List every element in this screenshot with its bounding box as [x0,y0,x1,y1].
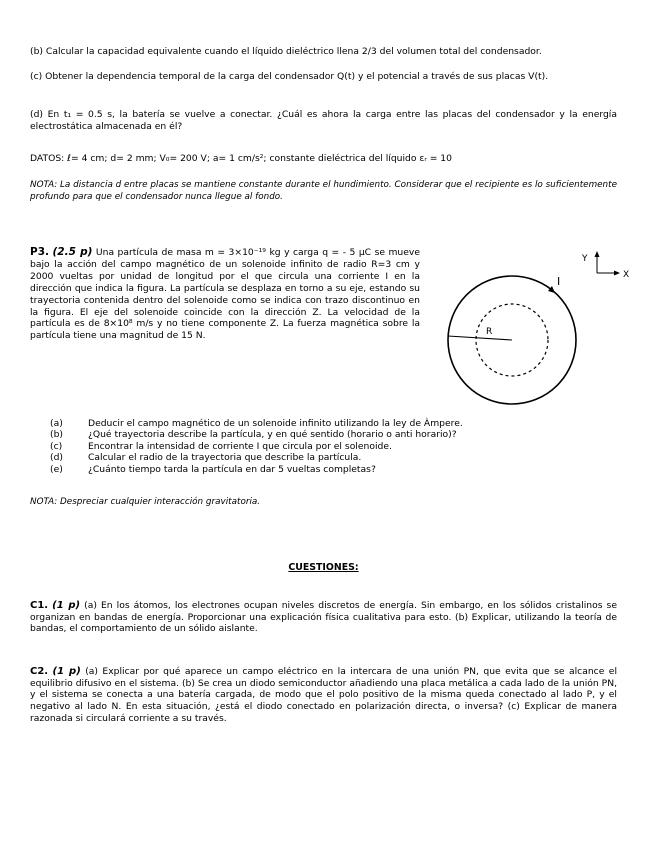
problem-3-points: (2.5 p) [52,246,93,258]
radius-line [448,336,512,340]
c2-points: (1 p) [52,666,81,677]
solenoid-figure [440,245,630,405]
question-c2 [30,666,617,725]
radius-label: R [486,327,493,337]
problem-3-statement [30,247,420,342]
current-label: I [557,275,561,288]
c2-text: (a) Explicar por qué aparece un campo eléctrico en la intercara de una unión PN, que evita que se alcance el equilibrio difusivo en el sistema. (b) Se crea un diodo semiconductor añadiendo una placa metálica a cada lado de la unión PN, y el sistema se conecta a una batería cargada, de modo que el polo positivo de la misma queda conectado al lado P, y el negativo al lado N. En esta situación, ¿está el diodo conectado en polarización directa, o inversa? (c) Explicar de manera razonada si circulará corriente a su través. [30,666,617,724]
question-c1 [30,600,617,635]
question-list [50,418,610,475]
part-b-text: (b) Calcular la capacidad equivalente cuando el líquido dieléctrico llena 2/3 del volumen total del condensador. [30,46,542,57]
c1-label: C1. [30,600,49,611]
c2-label: C2. [30,666,49,677]
c1-points: (1 p) [52,600,81,611]
section-heading: CUESTIONES: [288,562,359,573]
datos-line: DATOS: ℓ= 4 cm; d= 2 mm; V₀= 200 V; a= 1 cm/s²; constante dieléctrica del líquido εᵣ = 10 [30,153,453,164]
list-item: (d) Calcular el radio de la trayectoria que describe la partícula. [50,452,362,464]
c1-text: (a) En los átomos, los electrones ocupan niveles discretos de energía. Sin embargo, en los sólidos cristalinos se organizan en bandas de energía. Proporcionar una explicación física cualitativa para esto. (b) Explicar, utilizando la teoría de bandas, el comportamiento de un sólido aislante. [30,600,617,635]
note-hundimiento: NOTA: La distancia d entre placas se mantiene constante durante el hundimiento. Considerar que el recipiente es lo suficientemente profundo para que el condensador nunca llegue al fondo. [30,180,617,202]
problem-3-text: Una partícula de masa m = 3×10⁻¹⁹ kg y carga q = - 5 μC se mueve bajo la acción del campo magnético de un solenoide infinito de radio R=3 cm y 2000 vueltas por unidad de longitud por el que circula una corriente I en la dirección que indica la figura. La partícula se desplaza en torno a su eje, estando su trayectoria contenida dentro del solenoide como se indica con trazo discontinuo en la figura. El eje del solenoide coincide con la dirección Z. La velocidad de la partícula es de 8×10⁸ m/s y no tiene componente Z. La fuerza magnética sobre la partícula tiene una magnitud de 15 N. [30,247,421,342]
note-gravitatoria: NOTA: Despreciar cualquier interacción gravitatoria. [30,497,261,507]
axis-y-label: Y [582,254,588,264]
list-item: (e) ¿Cuánto tiempo tarda la partícula en dar 5 vueltas completas? [50,463,376,475]
axis-x-label: X [623,270,630,280]
problem-3-label: P3. [30,246,49,258]
axes-icon [581,251,629,280]
list-item: (a) Deducir el campo magnético de un solenoide infinito utilizando la ley de Àmpere. [50,418,463,429]
list-item: (c) Encontrar la intensidad de corriente I que circula por el solenoide. [50,440,392,452]
list-item: (b) ¿Qué trayectoria describe la partícula, y en qué sentido (horario o anti horario)? [50,429,457,441]
part-c-text: (c) Obtener la dependencia temporal de la carga del condensador Q(t) y el potencial a través de sus placas V(t). [30,71,549,82]
part-d-text: (d) En t₁ = 0.5 s, la batería se vuelve a conectar. ¿Cuál es ahora la carga entre las placas del condensador y la energía electrostática almacenada en él? [30,109,617,132]
